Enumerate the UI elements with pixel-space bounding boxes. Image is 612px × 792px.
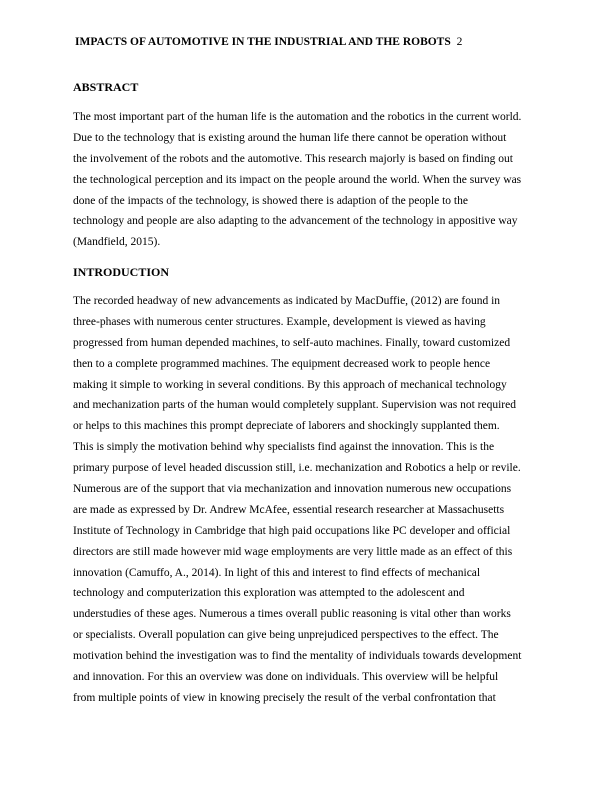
text-line: Institute of Technology in Cambridge that high paid occupations like PC developer and official [73, 524, 511, 537]
introduction-heading: INTRODUCTION [73, 265, 170, 279]
text-line: making it simple to working in several conditions. By this approach of mechanical technology [73, 378, 507, 391]
text-line: (Mandfield, 2015). [73, 236, 161, 249]
text-line: The most important part of the human life is the automation and the robotics in the current world. [73, 111, 522, 123]
running-header [75, 36, 462, 48]
text-line: done of the impacts of the technology, is showed there is adaption of the people to the [73, 194, 468, 207]
text-line: three-phases with numerous center structures. Example, development is viewed as having [73, 315, 486, 328]
header-title: IMPACTS OF AUTOMOTIVE IN THE INDUSTRIAL AND THE ROBOTS [75, 36, 451, 48]
text-line: motivation behind the investigation was to find the mentality of individuals towards development [73, 650, 522, 663]
text-line: from multiple points of view in knowing precisely the result of the verbal confrontation that [73, 691, 496, 704]
text-line: understudies of these ages. Numerous a times overall public reasoning is vital other than works [73, 608, 511, 621]
text-line: innovation (Camuffo, A., 2014). In light of this and interest to find effects of mechanical [73, 566, 481, 579]
text-line: directors are still made however mid wage employments are very little made as an effect of this [73, 545, 513, 558]
abstract-paragraph [73, 107, 543, 253]
introduction-paragraph [73, 291, 543, 709]
text-line: or specialists. Overall population can give being unprejudiced perspectives to the effect. The [73, 629, 499, 642]
text-line: or helps to this machines this prompt depreciate of laborers and shockingly supplanted them. [73, 420, 500, 433]
text-line: the involvement of the robots and the automotive. This research majorly is based on finding out [73, 152, 513, 165]
text-line: and innovation. For this an overview was done on individuals. This overview will be helpful [73, 671, 499, 684]
text-line: The recorded headway of new advancements as indicated by MacDuffie, (2012) are found in [73, 295, 501, 307]
text-line: technology and people are also adapting to the advancement of the technology in appositive way [73, 215, 518, 228]
text-line: Due to the technology that is existing around the human life there cannot be operation without [73, 131, 507, 144]
text-line: the technological perception and its impact on the people around the world. When the survey was [73, 173, 522, 186]
text-line: primary purpose of level headed discussion still, i.e. mechanization and Robotics a help or revile. [73, 462, 521, 475]
text-line: technology and computerization this exploration was attempted to the adolescent and [73, 587, 465, 600]
text-line: Numerous are of the support that via mechanization and innovation numerous new occupations [73, 483, 512, 496]
page-number: 2 [456, 36, 463, 48]
text-line: are made as expressed by Dr. Andrew McAfee, essential research researcher at Massachusetts [73, 503, 505, 516]
text-line: then to a complete programmed machines. The equipment decreased work to people hence [73, 357, 491, 370]
text-line: progressed from human depended machines, to self-auto machines. Finally, toward customized [73, 336, 511, 349]
text-line: This is simply the motivation behind why specialists find against the innovation. This is the [73, 441, 495, 454]
abstract-heading: ABSTRACT [73, 80, 139, 94]
text-line: and mechanization parts of the human would completely supplant. Supervision was not required [73, 399, 516, 412]
